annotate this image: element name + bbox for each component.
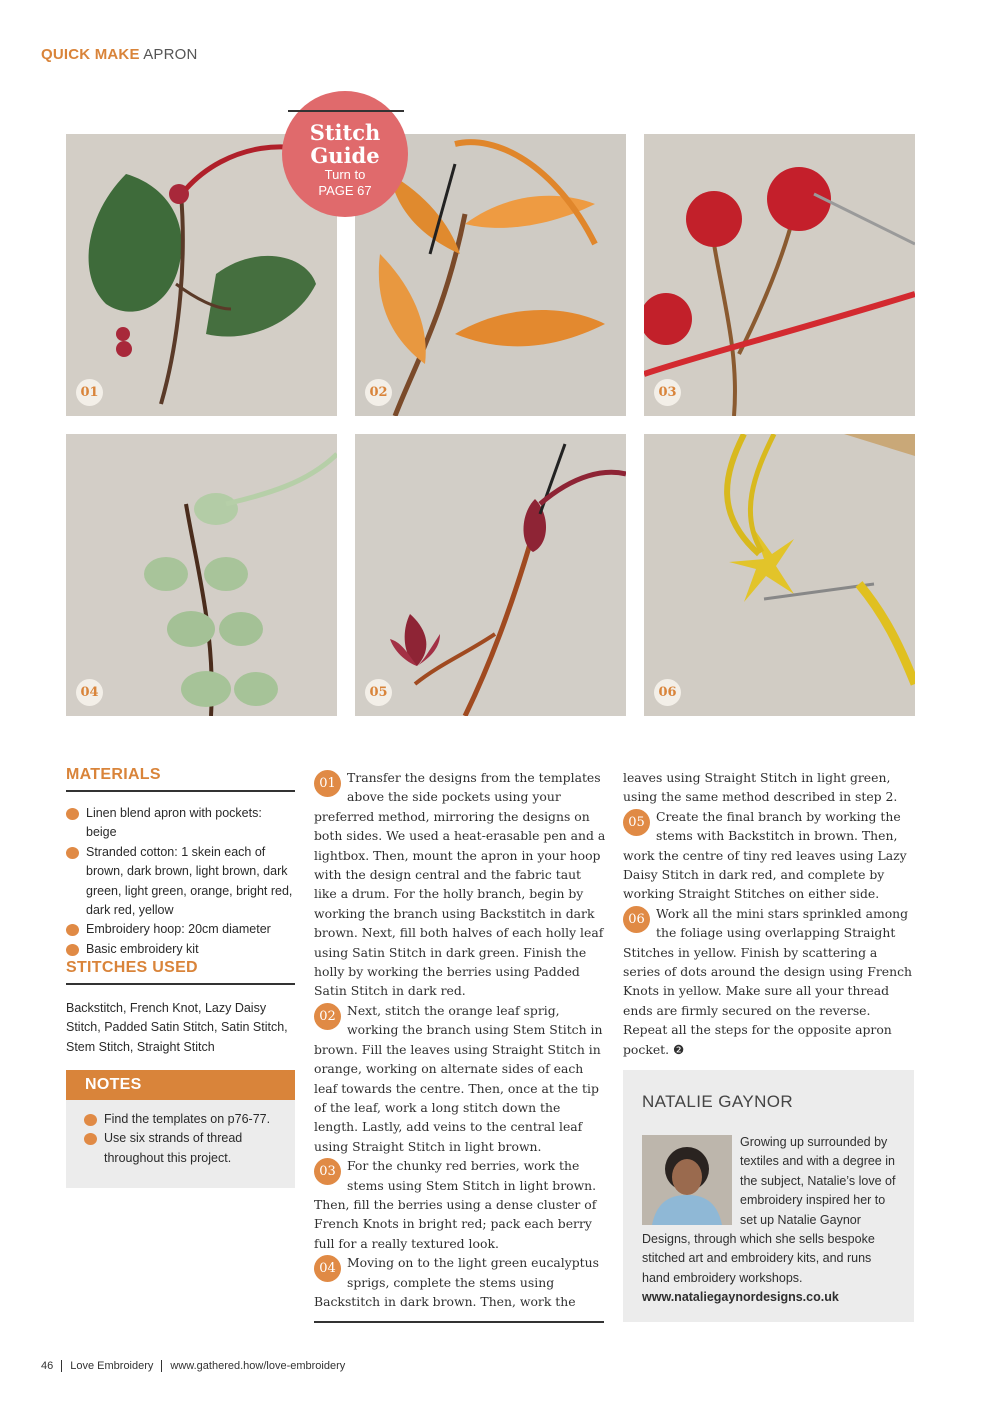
list-item: Embroidery hoop: 20cm diameter	[66, 920, 295, 939]
step-02	[314, 1001, 606, 1156]
step-text: Next, stitch the orange leaf sprig, working the branch using Stem Stitch in brown. Fill the leaves using Straight Stitch in orange, working on alternate sides of each leaf towards the centre. Then, once at the tip of the leaf, work a long stitch down the length. Lastly, add veins to the central leaf using Straight Stitch in light brown.	[314, 1002, 603, 1154]
notes-title: NOTES	[66, 1070, 295, 1100]
photo-dark-red-branch	[355, 434, 626, 716]
step-01	[314, 768, 606, 1001]
step-06	[623, 904, 915, 1059]
stitches-used-text: Backstitch, French Knot, Lazy Daisy Stitch, Padded Satin Stitch, Satin Stitch, Stem Stitch, Straight Stitch	[66, 1001, 288, 1054]
designer-bio-box	[623, 1070, 914, 1322]
list-item: Basic embroidery kit	[66, 940, 295, 959]
photo-number: 02	[365, 379, 392, 406]
step-number: 02	[314, 1003, 341, 1030]
step-number: 01	[314, 770, 341, 797]
step-text: Create the final branch by working the stems with Backstitch in brown. Then, work the centre of tiny red leaves using Lazy Daisy Stitch in dark red, and complete by working Straight Stitches on either side.	[623, 808, 907, 902]
stitches-used-title: STITCHES USED	[66, 959, 295, 985]
notes-list	[84, 1110, 284, 1168]
materials-title: MATERIALS	[66, 766, 295, 792]
materials-list	[66, 804, 295, 959]
step-text: Transfer the designs from the templates above the side pockets using your preferred method, mirroring the designs on both sides. We used a heat-erasable pen and a lightbox. Then, mount the apron in your hoop with the design central and the fabric taut like a drum. For the holly branch, begin by working the branch using Backstitch in dark brown. Next, fill both halves of each holly leaf using Satin Stitch in dark green. Finish the holly by working the berries using Padded Satin Stitch in dark red.	[314, 770, 606, 999]
page-footer	[41, 1360, 345, 1372]
step-text: For the chunky red berries, work the stems using Stem Stitch in light brown. Then, fill the berries using a dense cluster of French Knots in bright red; pack each berry full for a really textured look.	[314, 1158, 597, 1251]
section-sub-label: APRON	[143, 46, 198, 63]
photo-number: 06	[654, 679, 681, 706]
step-text: Moving on to the light green eucalyptus sprigs, complete the stems using Backstitch in dark brown. Then, work the	[314, 1255, 599, 1309]
column-rule	[314, 1321, 604, 1323]
section-label: QUICK MAKE	[41, 46, 140, 63]
list-item: Find the templates on p76-77.	[84, 1110, 284, 1129]
end-mark-icon: ❷	[673, 1041, 685, 1057]
step-04-continued: leaves using Straight Stitch in light green, using the same method described in step 2.	[623, 770, 898, 805]
photo-yellow-star	[644, 434, 915, 716]
stitches-used-section	[66, 959, 295, 1057]
list-item: Use six strands of thread throughout this project.	[84, 1129, 284, 1168]
step-number: 03	[314, 1158, 341, 1185]
page-number: 46	[41, 1360, 54, 1372]
photo-number: 05	[365, 679, 392, 706]
photo-eucalyptus	[66, 434, 337, 716]
designer-name: NATALIE GAYNOR	[642, 1092, 794, 1111]
step-text: Work all the mini stars sprinkled among the foliage using overlapping Straight Stitches in yellow. Finish by scattering a series of dots around the design using French Knots in yellow. Make sure all your thread ends are firmly secured on the reverse. Repeat all the steps for the opposite apron pocket.	[623, 905, 913, 1057]
photo-red-berries	[644, 134, 915, 416]
stitch-guide-page: PAGE 67	[318, 183, 372, 198]
bio-text: Growing up surrounded by textiles and with a degree in the subject, Natalie’s love of embroidery inspired her to set up Natalie Gaynor Designs, through which she sells bespoke stitched art and embroidery kits, and runs hand embroidery workshops.	[642, 1135, 896, 1285]
photo-number: 04	[76, 679, 103, 706]
stitch-guide-turn-to: Turn to	[324, 167, 366, 182]
needle-divider	[288, 110, 404, 112]
designer-bio	[642, 1133, 902, 1308]
photo-number: 01	[76, 379, 103, 406]
section-header	[41, 46, 198, 63]
list-item: Stranded cotton: 1 skein each of brown, dark brown, light brown, dark green, light green, orange, bright red, dark red, yellow	[66, 843, 295, 921]
photo-number: 03	[654, 379, 681, 406]
step-03	[314, 1156, 606, 1253]
notes-box	[66, 1070, 295, 1188]
step-04	[314, 1253, 606, 1311]
steps-column-1	[314, 768, 606, 1311]
step-05	[623, 807, 915, 904]
stitch-guide-title-2: Guide	[310, 143, 380, 168]
footer-url[interactable]: www.gathered.how/love-embroidery	[170, 1360, 346, 1372]
stitch-guide-title-1: Stitch	[309, 120, 381, 145]
list-item: Linen blend apron with pockets: beige	[66, 804, 295, 843]
steps-column-2	[623, 768, 915, 1059]
step-number: 06	[623, 906, 650, 933]
step-number: 05	[623, 809, 650, 836]
step-number: 04	[314, 1255, 341, 1282]
materials-section	[66, 766, 295, 959]
designer-website-link[interactable]: www.nataliegaynordesigns.co.uk	[642, 1290, 839, 1305]
magazine-name: Love Embroidery	[70, 1360, 154, 1372]
